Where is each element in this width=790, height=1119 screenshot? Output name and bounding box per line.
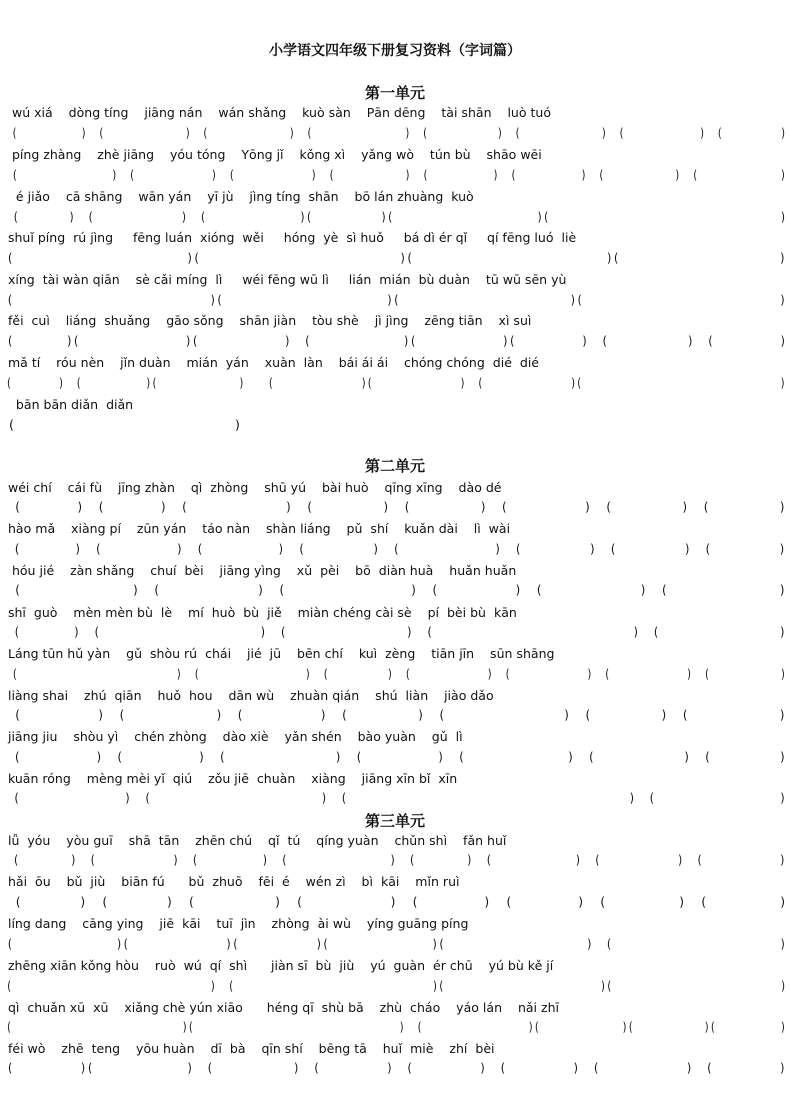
blank-line: ( ) ( ) ( ) ( ) ( ) ( ) ( ) ( ) — [0, 541, 786, 556]
pinyin-line: hào mǎ xiàng pí zūn yán táo nàn shàn liáng pǔ shí kuǎn dài lì wài — [0, 521, 511, 536]
blank-line: ( ) ( ) ( ) ( ) ( ) ( ) ( ) — [0, 666, 786, 681]
pinyin-line: qì chuǎn xū xū xiǎng chè yún xiāo héng qī shù bā zhù cháo yáo lán nǎi zhī — [0, 1000, 560, 1015]
unit-heading: 第一单元 — [364, 84, 425, 102]
blank-line: ( ) ( ) ( ) ( ) ( ) ( ) ( ) — [0, 707, 786, 722]
pinyin-line: liàng shai zhú qiān huǒ hou dān wù zhuàn qián shú liàn jiào dǎo — [0, 688, 494, 703]
unit-heading: 第三单元 — [364, 812, 425, 830]
pinyin-line: wú xiá dòng tíng jiāng nán wán shǎng kuò sàn Pān dēng tài shān luò tuó — [0, 105, 552, 120]
pinyin-line: kuān róng mèng mèi yǐ qiú zǒu jiē chuàn xiàng jiāng xīn bǐ xīn — [0, 771, 458, 786]
pinyin-line: lǚ yóu yòu guī shā tān zhēn chú qǐ tú qíng yuàn chǔn shì fǎn huǐ — [0, 833, 507, 848]
pinyin-line: líng dang cāng ying jiē kāi tuī jìn zhòng ài wù yíng guāng píng — [0, 916, 469, 931]
page-title: 小学语文四年级下册复习资料（字词篇） — [269, 43, 521, 59]
pinyin-line: jiāng jiu shòu yì chén zhòng dào xiè yǎn shén bào yuàn gǔ lì — [0, 729, 463, 744]
pinyin-line: hǎi ōu bǔ jiù biān fú bǔ zhuō fēi é wén zì bì kāi mǐn ruì — [0, 874, 460, 889]
pinyin-line: mǎ tí róu nèn jǐn duàn mián yán xuàn làn bái ái ái chóng chóng dié dié — [0, 355, 540, 370]
blank-line: ( ) ( ) ( ) ( ) ( ) ( ) ( ) ( ) — [0, 852, 786, 867]
pinyin-line: wéi chí cái fù jīng zhàn qì zhòng shū yú bài huò qīng xīng dào dé — [0, 480, 502, 495]
pinyin-line: fěi cuì liáng shuǎng gāo sǒng shān jiàn tòu shè jì jìng zēng tiān xì suì — [0, 313, 532, 328]
pinyin-line: bān bān diǎn diǎn — [0, 397, 134, 412]
pinyin-line: féi wò zhē teng yōu huàn dī bà qīn shí bēng tā huǐ miè zhí bèi — [0, 1041, 495, 1056]
blank-line: ( ) ( )( ) ( )( ) ( )( ) — [0, 375, 786, 390]
blank-line: ( ) ( ) ( ) ( ) ( ) ( ) ( ) ( ) — [0, 499, 786, 514]
pinyin-line: é jiǎo cā shāng wān yán yī jù jìng tíng shān bō lán zhuàng kuò — [0, 189, 474, 204]
blank-line: ( )( )( )( ) — [0, 250, 786, 265]
unit-heading: 第二单元 — [364, 457, 425, 475]
blank-line: ( ) ( )( )( ) — [0, 978, 787, 993]
pinyin-line: hóu jié zàn shǎng chuí bèi jiāng yìng xǔ pèi bō diàn huà huǎn huǎn — [0, 563, 517, 578]
blank-line: ( ) ( ) ( ) ( ) ( ) ( ) ( ) ( ) — [0, 167, 786, 182]
pinyin-line: shī guò mèn mèn bù lè mí huò bù jiě miàn chéng cài sè pí bèi bù kān — [0, 605, 517, 620]
blank-line: ( ) ( ) ( ) ( ) ( ) ( ) — [0, 582, 786, 597]
blank-line: ( ) ( ) ( ) ( ) ( ) ( ) ( ) ( ) — [0, 125, 787, 140]
blank-line: ( )( )( )( ) — [0, 292, 786, 307]
pinyin-line: Láng tūn hǔ yàn gǔ shòu rú chái jié jū bēn chí kuì zèng tiān jīn sūn shāng — [0, 646, 555, 661]
blank-line: ( ) — [0, 417, 242, 432]
blank-line: ( )( ) ( )( )( )( ) — [0, 1019, 786, 1034]
blank-line: ( ) ( ) ( ) ( ) — [0, 790, 786, 805]
pinyin-line: zhēng xiān kǒng hòu ruò wú qí shì jiàn sī bù jiù yú guàn ér chū yú bù kě jí — [0, 958, 554, 973]
blank-line: ( ) ( ) ( )( )( )( ) — [0, 209, 787, 224]
blank-line: ( )( )( ) ( )( )( ) ( ) ( ) — [0, 333, 787, 348]
blank-line: ( )( ) ( ) ( ) ( ) ( ) ( ) ( ) — [0, 1060, 786, 1075]
blank-line: ( ) ( ) ( ) ( ) ( ) ( ) ( ) ( ) — [0, 894, 787, 909]
blank-line: ( ) ( ) ( ) ( ) ( ) ( ) ( ) — [0, 749, 786, 764]
blank-line: ( )( )( )( )( ) ( ) — [0, 936, 787, 951]
pinyin-line: píng zhàng zhè jiāng yóu tóng Yōng jǐ kǒng xì yǎng wò tún bù shāo wēi — [0, 147, 542, 162]
blank-line: ( ) ( ) ( ) ( ) ( ) — [0, 624, 786, 639]
pinyin-line: shuǐ píng rú jìng fēng luán xióng wěi hóng yè sì huǒ bá dì ér qǐ qí fēng luó liè — [0, 230, 577, 245]
pinyin-line: xíng tài wàn qiān sè cǎi míng lì wéi fēng wū lì lián mián bù duàn tū wū sēn yù — [0, 272, 567, 287]
